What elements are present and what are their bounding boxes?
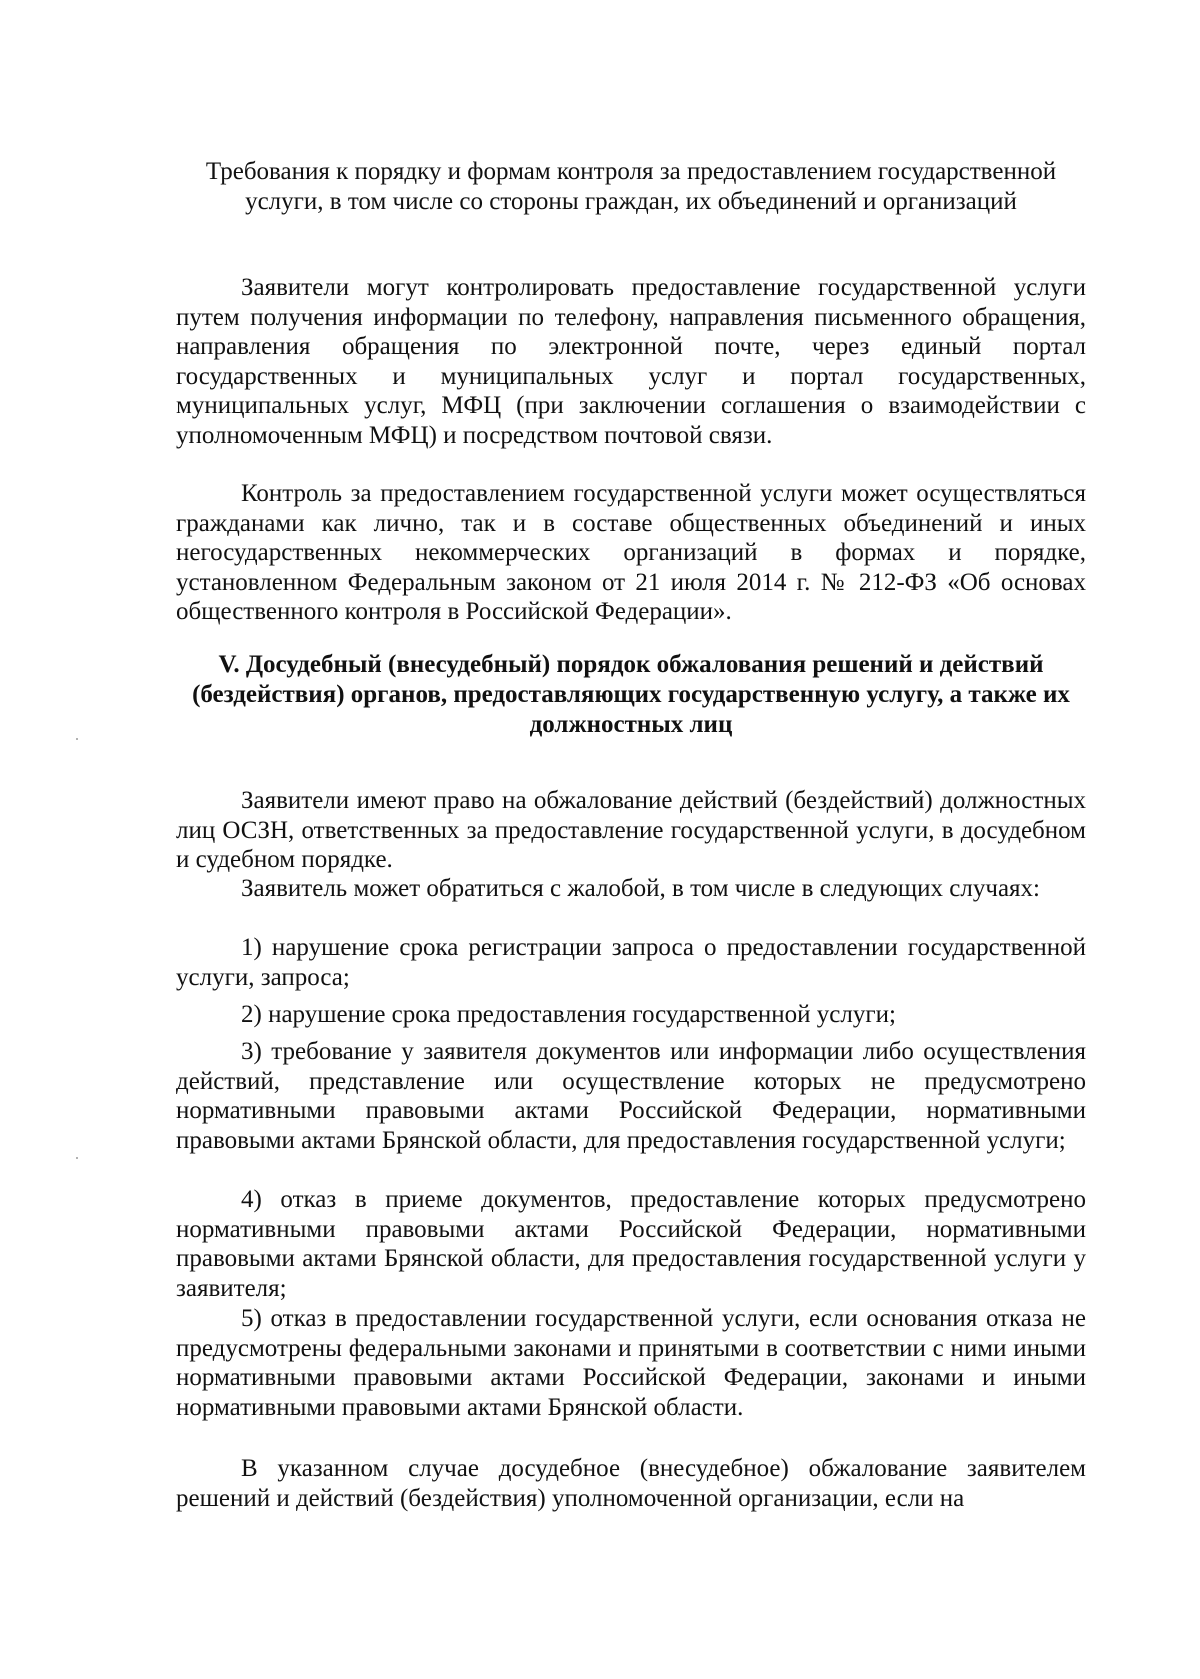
section-heading-appeal: V. Досудебный (внесудебный) порядок обжалования решений и действий (бездействия) органов, предоставляющих государственную услугу, а также их должностных лиц	[192, 651, 1070, 738]
paragraph-control-methods: Заявители могут контролировать предоставление государственной услуги путем получения информации по телефону, направления письменного обращения, направления обращения по электронной почте, через единый портал государственных и муниципальных услуг и портал государственных, муниципальных услуг, МФЦ (при заключении соглашения о взаимодействии с уполномоченным МФЦ) и посредством почтовой связи.	[176, 274, 1086, 449]
list-item-3: 3) требование у заявителя документов или информации либо осуществления действий, представление или осуществление которых не предусмотрено нормативными правовыми актами Российской Федерации, нормативными правовыми актами Брянской области, для предоставления государственной услуги;	[176, 1038, 1086, 1154]
section-heading-control: Требования к порядку и формам контроля за предоставлением государственной услуги, в том числе со стороны граждан, их объединений и организаций	[205, 158, 1057, 215]
list-item-2: 2) нарушение срока предоставления государственной услуги;	[241, 1001, 896, 1028]
list-item-4: 4) отказ в приеме документов, предоставление которых предусмотрено нормативными правовыми актами Российской Федерации, нормативными правовыми актами Брянской области, для предоставления государственной услуги у заявителя;	[176, 1186, 1086, 1302]
paragraph-appeal-right: Заявители имеют право на обжалование действий (бездействий) должностных лиц ОСЗН, ответственных за предоставление государственной услуги, в досудебном и судебном порядке.	[176, 787, 1086, 874]
scan-artifact-mark	[76, 1157, 78, 1159]
list-item-1: 1) нарушение срока регистрации запроса о предоставлении государственной услуги, запроса;	[176, 934, 1086, 991]
paragraph-public-control: Контроль за предоставлением государственной услуги может осуществляться гражданами как лично, так и в составе общественных объединений и иных негосударственных некоммерческих организаций в формах и порядке, установленном Федеральным законом от 21 июля 2014 г. № 212-ФЗ «Об основах общественного контроля в Российской Федерации».	[176, 480, 1086, 626]
paragraph-complaint-cases: Заявитель может обратиться с жалобой, в том числе в следующих случаях:	[241, 875, 1040, 902]
scan-artifact-mark	[76, 738, 78, 740]
list-item-5: 5) отказ в предоставлении государственной услуги, если основания отказа не предусмотрены федеральными законами и принятыми в соответствии с ними иными нормативными правовыми актами Российской Федерации, законами и иными нормативными правовыми актами Брянской области.	[176, 1305, 1086, 1421]
paragraph-appeal-continued: В указанном случае досудебное (внесудебное) обжалование заявителем решений и действий (бездействия) уполномоченной организации, если на	[176, 1455, 1086, 1512]
